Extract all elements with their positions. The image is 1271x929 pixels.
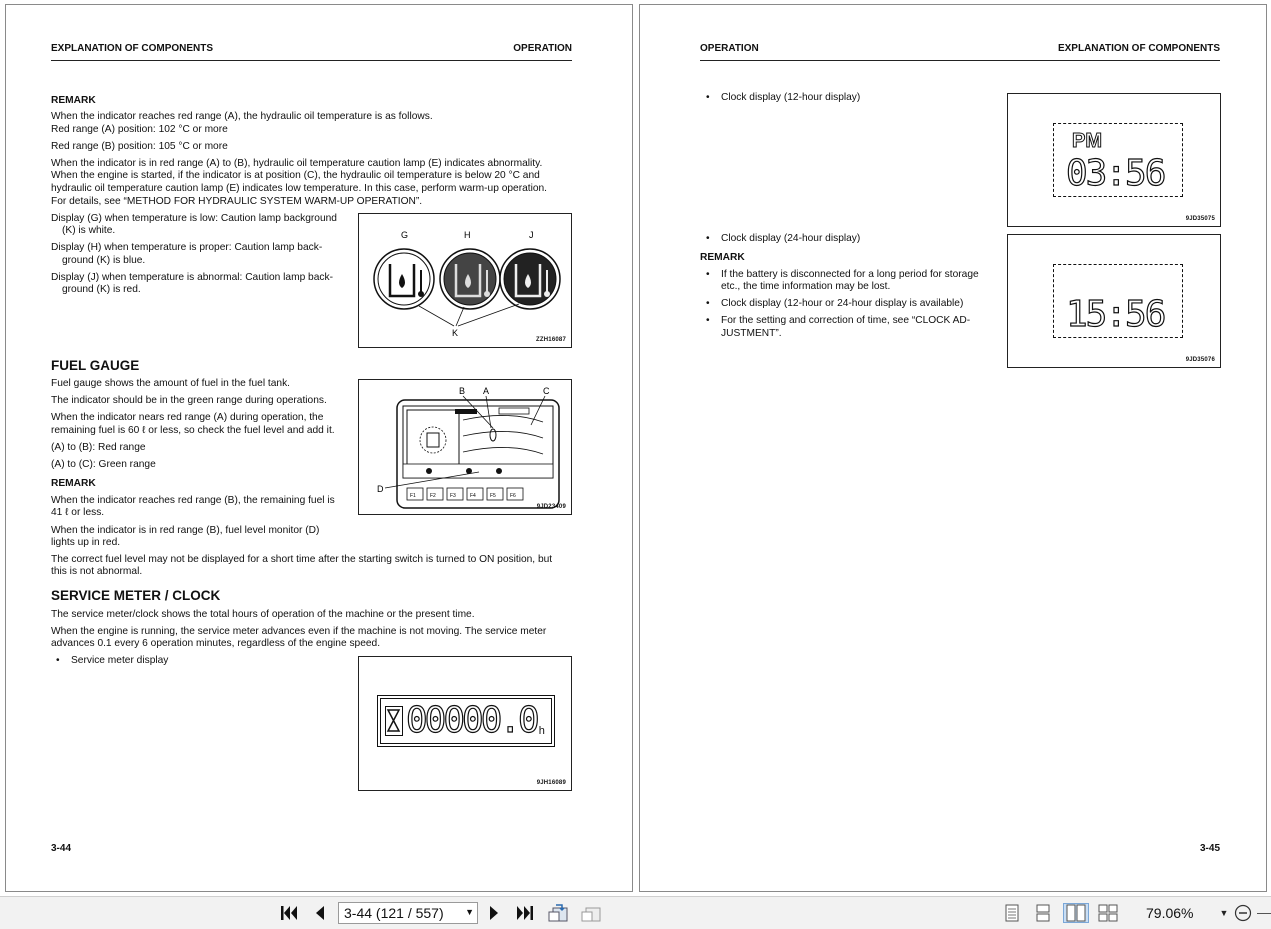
next-page-icon: [489, 905, 501, 921]
section-title-fuel-gauge: FUEL GAUGE: [51, 358, 140, 373]
service-meter-frame: [377, 695, 555, 747]
lamp-g-icon: [374, 249, 434, 309]
remark-line: When the engine is started, if the indicator is at position (C), the hydraulic oil temperature is below 20 °C and: [51, 170, 540, 181]
go-back-icon: [547, 903, 569, 923]
label-c: C: [543, 386, 550, 396]
first-page-button[interactable]: [279, 903, 299, 923]
previous-page-icon: [313, 905, 325, 921]
fuel-line: Fuel gauge shows the amount of fuel in the fuel tank.: [51, 378, 290, 389]
remark-heading: REMARK: [700, 252, 745, 263]
fuel-line: (A) to (C): Green range: [51, 459, 156, 470]
zoom-slider-track[interactable]: [1257, 903, 1271, 923]
page-number: 3-45: [1199, 843, 1220, 854]
service-line: advances 0.1 every 6 operation minutes, regardless of the engine speed.: [51, 638, 381, 649]
key-f3: F3: [450, 493, 456, 499]
continuous-view-button[interactable]: [1032, 903, 1054, 923]
service-meter-reading: 00000.0: [406, 700, 537, 741]
clock-24h-frame: [1053, 264, 1183, 338]
remark-bullet-cont: etc., the time information may be lost.: [721, 281, 891, 292]
lamp-j-icon: [500, 249, 560, 309]
service-meter-unit: h: [538, 725, 545, 737]
go-forward-view-button[interactable]: [580, 903, 602, 923]
zoom-dropdown-icon[interactable]: ▼: [1219, 908, 1229, 918]
fuel-line: When the indicator nears red range (A) during operation, the: [51, 412, 324, 423]
label-g: G: [401, 230, 409, 240]
two-page-continuous-icon: [1098, 904, 1118, 922]
zoom-level[interactable]: 79.06%: [1146, 905, 1194, 921]
remark-line: When the indicator is in red range (B), fuel level monitor (D): [51, 525, 320, 536]
last-page-icon: [516, 905, 534, 921]
figure-service-meter: [358, 656, 572, 791]
remark-line: For details, see “METHOD FOR HYDRAULIC SYSTEM WARM-UP OPERATION”.: [51, 196, 423, 207]
key-f4: F4: [470, 493, 476, 499]
two-page-view-button[interactable]: [1063, 903, 1089, 923]
label-b: B: [459, 386, 466, 396]
page-indicator-text: 3-44 (121 / 557): [344, 905, 444, 921]
remark-line: lights up in red.: [51, 537, 121, 548]
zoom-out-button[interactable]: [1233, 903, 1253, 923]
two-page-continuous-button[interactable]: [1097, 903, 1119, 923]
figure-caution-lamps: [358, 213, 572, 348]
figure-code: 9JD35075: [1185, 216, 1215, 222]
figure-code: 9JD35076: [1185, 357, 1215, 363]
last-page-button[interactable]: [514, 903, 536, 923]
key-f1: F1: [410, 493, 416, 499]
header-left: EXPLANATION OF COMPONENTS: [51, 43, 214, 54]
remark-bullet-cont: JUSTMENT”.: [721, 328, 782, 339]
page-number-input[interactable]: [338, 902, 478, 924]
label-k: K: [452, 328, 459, 338]
label-h: H: [464, 230, 471, 240]
bullet-clock-24h: • Clock display (24-hour display): [701, 233, 860, 245]
figure-code: 9JD23409: [536, 504, 566, 510]
remark-line: When the indicator is in red range (A) to (B), hydraulic oil temperature caution lamp (E) indicates abnormality.: [51, 158, 543, 169]
header-right: OPERATION: [513, 43, 572, 54]
fuel-line: (A) to (B): Red range: [51, 442, 146, 453]
display-g-text: Display (G) when temperature is low: Caution lamp background: [51, 213, 337, 224]
clock-time-12h: 03:56: [1066, 153, 1165, 194]
display-j-text: ground (K) is red.: [62, 284, 141, 295]
navigation-toolbar: [0, 896, 1271, 929]
display-h-text: Display (H) when temperature is proper: Caution lamp back-: [51, 242, 323, 253]
remark-heading: REMARK: [51, 95, 96, 106]
clock-12h-frame: [1053, 123, 1183, 197]
single-page-view-button[interactable]: [1001, 903, 1023, 923]
clock-time-24h: 15:56: [1066, 294, 1165, 335]
remark-line: Red range (A) position: 102 °C or more: [51, 124, 228, 135]
monitor-panel-illustration: [359, 380, 571, 514]
page-3-44: [5, 4, 633, 892]
fuel-line: The indicator should be in the green range during operations.: [51, 395, 327, 406]
key-f5: F5: [490, 493, 496, 499]
zoom-out-icon: [1234, 904, 1252, 922]
bullet-clock-12h: • Clock display (12-hour display): [701, 92, 860, 104]
chevron-down-icon[interactable]: ▼: [465, 907, 474, 917]
figure-clock-12h: [1007, 93, 1221, 227]
remark-line: 41 ℓ or less.: [51, 507, 105, 518]
page-header: [51, 43, 572, 61]
display-h-text: ground (K) is blue.: [62, 255, 146, 266]
clock-ampm: PM: [1072, 130, 1102, 152]
remark-line: When the indicator reaches red range (A), the hydraulic oil temperature is as follows.: [51, 111, 433, 122]
remark-line: hydraulic oil temperature caution lamp (E) indicates low temperature. In this case, perform warm-up operation.: [51, 183, 548, 194]
display-j-text: Display (J) when temperature is abnormal: Caution lamp back-: [51, 272, 333, 283]
remark-heading: REMARK: [51, 478, 96, 489]
section-title-service-meter: SERVICE METER / CLOCK: [51, 588, 221, 603]
page-3-45: [639, 4, 1267, 892]
remark-bullet: • If the battery is disconnected for a long period for storage: [701, 269, 979, 281]
remark-line: Red range (B) position: 105 °C or more: [51, 141, 228, 152]
continuous-page-icon: [1035, 904, 1051, 922]
remark-line: this is not abnormal.: [51, 566, 143, 577]
lamp-h-icon: [440, 249, 500, 309]
fuel-line: remaining fuel is 60 ℓ or less, so check the fuel level and add it.: [51, 425, 335, 436]
go-back-view-button[interactable]: [547, 903, 569, 923]
bullet-service-meter: • Service meter display: [51, 655, 168, 667]
key-f6: F6: [510, 493, 516, 499]
remark-line: The correct fuel level may not be displayed for a short time after the starting switch is turned to ON position, but: [51, 554, 553, 565]
figure-clock-24h: [1007, 234, 1221, 368]
previous-page-button[interactable]: [309, 903, 329, 923]
key-f2: F2: [430, 493, 436, 499]
service-line: When the engine is running, the service meter advances even if the machine is not moving. The service meter: [51, 626, 547, 637]
header-left: OPERATION: [700, 43, 759, 54]
remark-bullet: • Clock display (12-hour or 24-hour display is available): [701, 298, 963, 310]
header-right: EXPLANATION OF COMPONENTS: [1057, 43, 1220, 54]
label-d: D: [377, 484, 384, 494]
single-page-icon: [1004, 904, 1020, 922]
page-header: [700, 43, 1220, 61]
service-line: The service meter/clock shows the total hours of operation of the machine or the present time.: [51, 609, 475, 620]
display-g-text: (K) is white.: [62, 225, 116, 236]
figure-code: ZZH16087: [536, 337, 566, 343]
caution-lamps-illustration: [359, 214, 571, 347]
label-a: A: [483, 386, 490, 396]
two-page-icon: [1066, 904, 1086, 922]
first-page-icon: [280, 905, 298, 921]
remark-line: When the indicator reaches red range (B), the remaining fuel is: [51, 495, 335, 506]
page-number: 3-44: [51, 843, 72, 854]
remark-bullet: • For the setting and correction of time, see “CLOCK AD-: [701, 315, 970, 327]
figure-code: 9JH16089: [536, 780, 566, 786]
label-j: J: [529, 230, 534, 240]
figure-monitor-panel: [358, 379, 572, 515]
hourglass-icon: [385, 706, 403, 736]
go-forward-icon: [580, 903, 602, 923]
next-page-button[interactable]: [485, 903, 505, 923]
